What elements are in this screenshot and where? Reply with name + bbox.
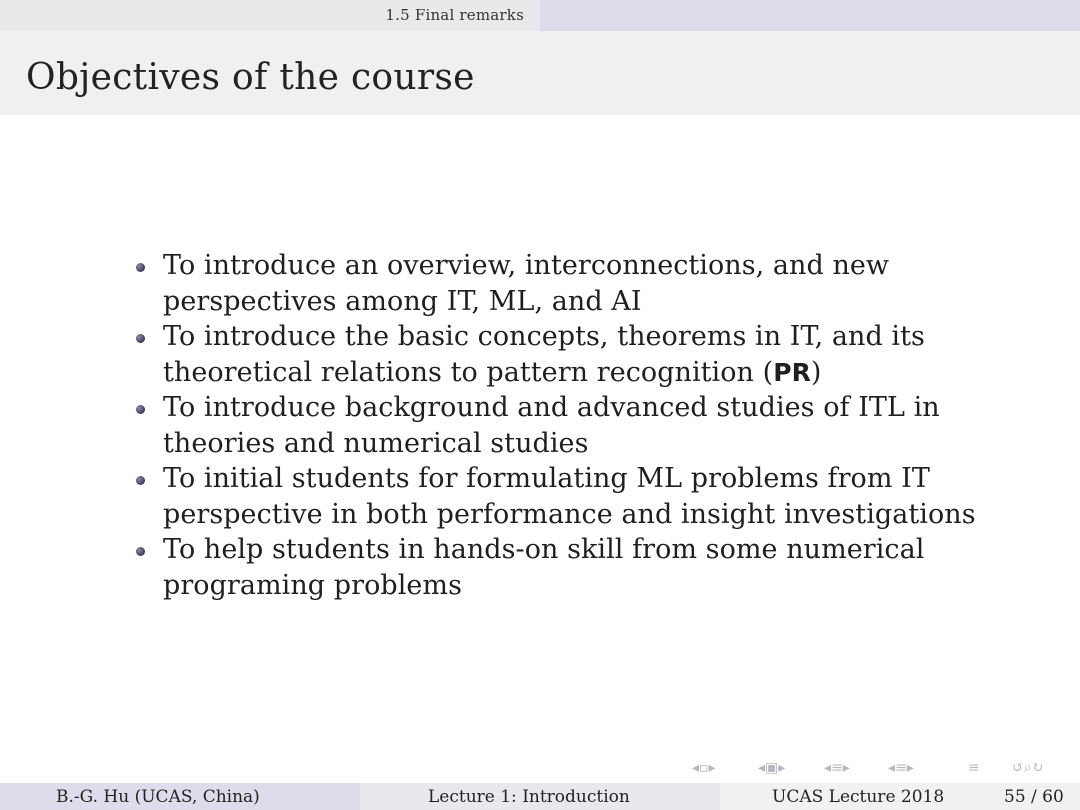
- list-item-text: To initial students for formulating ML problems from IT perspective in both performance and insight investigations: [163, 463, 976, 530]
- nav-search-icon[interactable]: ↺⌕↻: [1012, 760, 1044, 776]
- footer-date-box: [720, 783, 1080, 810]
- list-item-text: To help students in hands-on skill from some numerical programing problems: [163, 534, 925, 601]
- bullet-list: [136, 248, 1056, 603]
- nav-slide-prev-icon[interactable]: ◂▫▸: [692, 760, 716, 776]
- list-item: [136, 461, 1056, 532]
- footer-author: B.-G. Hu (UCAS, China): [56, 787, 260, 807]
- section-bar-right: [540, 0, 1080, 31]
- section-bar: [0, 0, 1080, 31]
- list-item-text: To introduce an overview, interconnections, and new perspectives among IT, ML, and AI: [163, 250, 890, 317]
- list-item: [136, 532, 1056, 603]
- navigation-bar: [692, 758, 1078, 780]
- pr-abbreviation: PR: [773, 357, 811, 387]
- bullet-icon: [136, 405, 145, 414]
- section-bar-left: [0, 0, 540, 31]
- nav-align-icon[interactable]: ≡: [968, 760, 980, 776]
- bullet-icon: [136, 476, 145, 485]
- list-item: [136, 319, 1056, 390]
- nav-subsection-icon[interactable]: ◂≡▸: [824, 760, 850, 776]
- bullet-icon: [136, 334, 145, 343]
- page-number: 55 / 60: [1004, 787, 1064, 807]
- slide-title: Objectives of the course: [26, 57, 475, 98]
- footer: [0, 783, 1080, 810]
- footer-event: UCAS Lecture 2018: [772, 787, 945, 807]
- section-label[interactable]: 1.5 Final remarks: [385, 6, 524, 24]
- list-item-text: To introduce background and advanced studies of ITL in theories and numerical studies: [163, 392, 940, 459]
- title-bar: [0, 31, 1080, 115]
- footer-author-box: [0, 783, 360, 810]
- list-item-text: To introduce the basic concepts, theorems in IT, and its theoretical relations to pattern recognition (PR): [163, 321, 925, 388]
- footer-title-box: [360, 783, 720, 810]
- bullet-icon: [136, 263, 145, 272]
- footer-lecture: Lecture 1: Introduction: [428, 787, 630, 807]
- list-item: [136, 248, 1056, 319]
- nav-frame-icon[interactable]: ◂▣▸: [758, 760, 786, 776]
- nav-section-icon[interactable]: ◂≡▸: [888, 760, 914, 776]
- list-item: [136, 390, 1056, 461]
- bullet-icon: [136, 547, 145, 556]
